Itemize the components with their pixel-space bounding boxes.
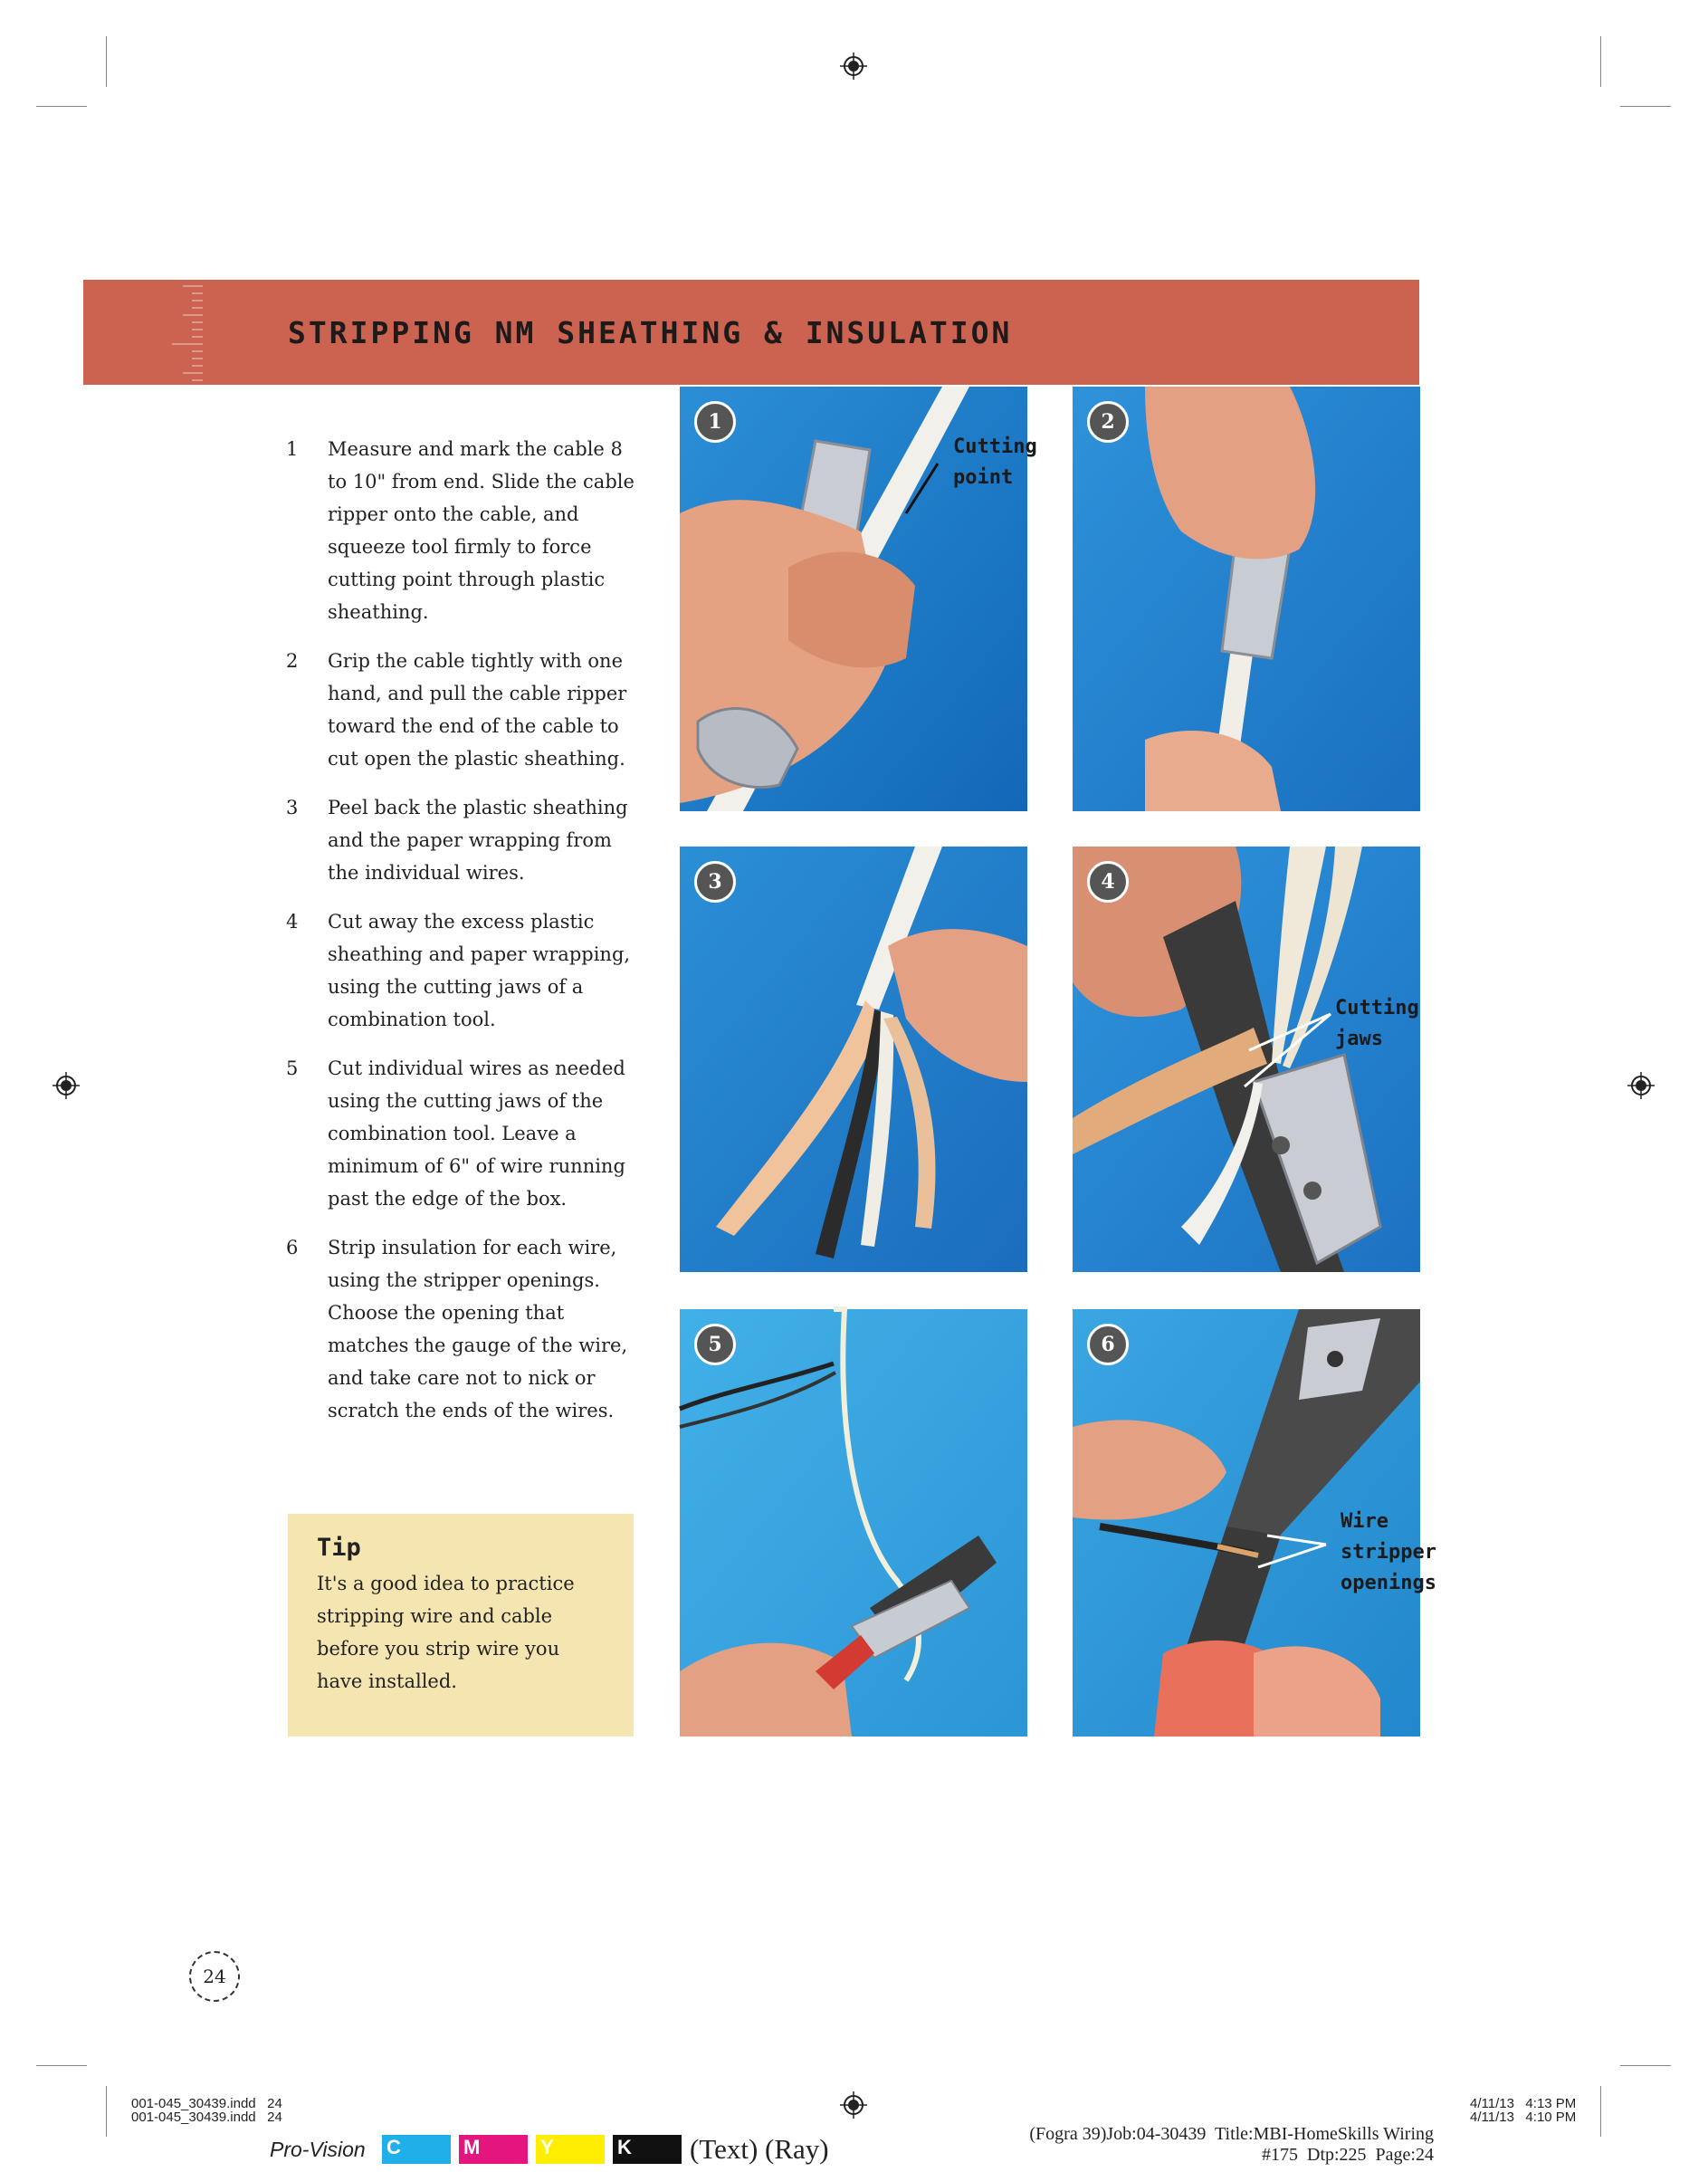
step-item xyxy=(286,1052,639,1215)
slug-file-line: 001-045_30439.indd 24 xyxy=(131,2096,282,2111)
step-number: 3 xyxy=(286,797,299,818)
step-text: Grip the cable tightly with one hand, and pull the cable ripper toward the end of the cable to cut open the plastic sheathing. xyxy=(328,650,627,770)
section-title: STRIPPING NM SHEATHING & INSULATION xyxy=(288,315,1013,350)
step-photo-3 xyxy=(680,847,1027,1272)
color-swatch-yellow xyxy=(536,2135,605,2164)
slug-file-line: 001-045_30439.indd 24 xyxy=(131,2110,282,2125)
step-number: 5 xyxy=(286,1057,299,1079)
cutting-jaws-photo xyxy=(1073,847,1420,1272)
step-number: 1 xyxy=(286,438,299,460)
color-swatch-cyan xyxy=(382,2135,451,2164)
job-info-line: #175 Dtp:225 Page:24 xyxy=(1262,2145,1434,2165)
step-number: 4 xyxy=(286,911,299,933)
photo-callout: Cutting jaws xyxy=(1335,997,1419,1050)
tip-title: Tip xyxy=(317,1534,361,1562)
text-ray-label: (Text) (Ray) xyxy=(690,2133,829,2165)
peel-sheathing-photo xyxy=(680,847,1027,1272)
step-item xyxy=(286,1231,639,1427)
job-info-line: (Fogra 39)Job:04-30439 Title:MBI-HomeSkills Wiring xyxy=(1029,2124,1434,2144)
step-photo-1 xyxy=(680,387,1037,811)
step-photo-2 xyxy=(1073,387,1420,811)
slug-date-line: 4/11/13 4:10 PM xyxy=(1470,2110,1577,2125)
step-badge: 2 xyxy=(1087,401,1129,443)
step-photo-5 xyxy=(680,1309,1027,1737)
step-badge: 5 xyxy=(694,1324,736,1365)
swatch-label: K xyxy=(617,2136,632,2158)
swatch-label: Y xyxy=(540,2136,554,2158)
step-item xyxy=(286,433,639,628)
step-number: 6 xyxy=(286,1237,299,1258)
step-item xyxy=(286,645,639,775)
instruction-steps xyxy=(286,433,639,1443)
ruler-decoration-icon xyxy=(136,282,205,384)
step-text: Strip insulation for each wire, using the stripper openings. Choose the opening that matches the gauge of the wire, and take care not to nick or scratch the ends of the wires. xyxy=(328,1237,628,1421)
color-swatch-magenta xyxy=(459,2135,528,2164)
photo-callout: Cutting point xyxy=(953,435,1037,489)
crop-mark xyxy=(1620,106,1671,107)
crop-mark xyxy=(36,106,87,107)
step-item xyxy=(286,905,639,1036)
step-badge: 4 xyxy=(1087,861,1129,903)
step-text: Cut away the excess plastic sheathing and paper wrapping, using the cutting jaws of a combination tool. xyxy=(328,911,631,1030)
swatch-label: M xyxy=(463,2136,481,2158)
swatch-label: C xyxy=(386,2136,401,2158)
step-badge: 1 xyxy=(694,401,736,443)
step-badge: 3 xyxy=(694,861,736,903)
registration-mark-icon xyxy=(840,2091,867,2119)
step-badge: 6 xyxy=(1087,1324,1129,1365)
page-number: 24 xyxy=(189,1951,240,2002)
step-photo-6 xyxy=(1073,1309,1436,1737)
slug-date-line: 4/11/13 4:13 PM xyxy=(1470,2096,1577,2111)
provision-label: Pro-Vision xyxy=(270,2138,366,2161)
crop-mark xyxy=(36,2065,87,2066)
step-text: Measure and mark the cable 8 to 10" from end. Slide the cable ripper onto the cable, and squeeze tool firmly to force cutting point through plastic sheathing. xyxy=(328,438,635,623)
photo-callout: Wire stripper openings xyxy=(1341,1510,1436,1594)
registration-mark-icon xyxy=(52,1072,80,1099)
crop-mark xyxy=(1620,2065,1671,2066)
crop-mark xyxy=(1600,36,1601,87)
registration-mark-icon xyxy=(1627,1072,1655,1099)
pull-ripper-photo xyxy=(1073,387,1420,811)
step-photo-4 xyxy=(1073,847,1420,1272)
tip-box xyxy=(288,1514,634,1737)
step-text: Cut individual wires as needed using the cutting jaws of the combination tool. Leave a minimum of 6" of wire running past the edge of the box. xyxy=(328,1057,625,1210)
crop-mark xyxy=(106,2086,107,2137)
cut-wires-photo xyxy=(680,1309,1027,1737)
step-item xyxy=(286,791,639,889)
crop-mark xyxy=(106,36,107,87)
step-text: Peel back the plastic sheathing and the paper wrapping from the individual wires. xyxy=(328,797,628,884)
tip-text: It's a good idea to practice stripping wire and cable before you strip wire you have installed. xyxy=(317,1573,575,1692)
step-number: 2 xyxy=(286,650,299,672)
registration-mark-icon xyxy=(840,53,867,80)
color-swatch-black xyxy=(613,2135,682,2164)
crop-mark xyxy=(1600,2086,1601,2137)
